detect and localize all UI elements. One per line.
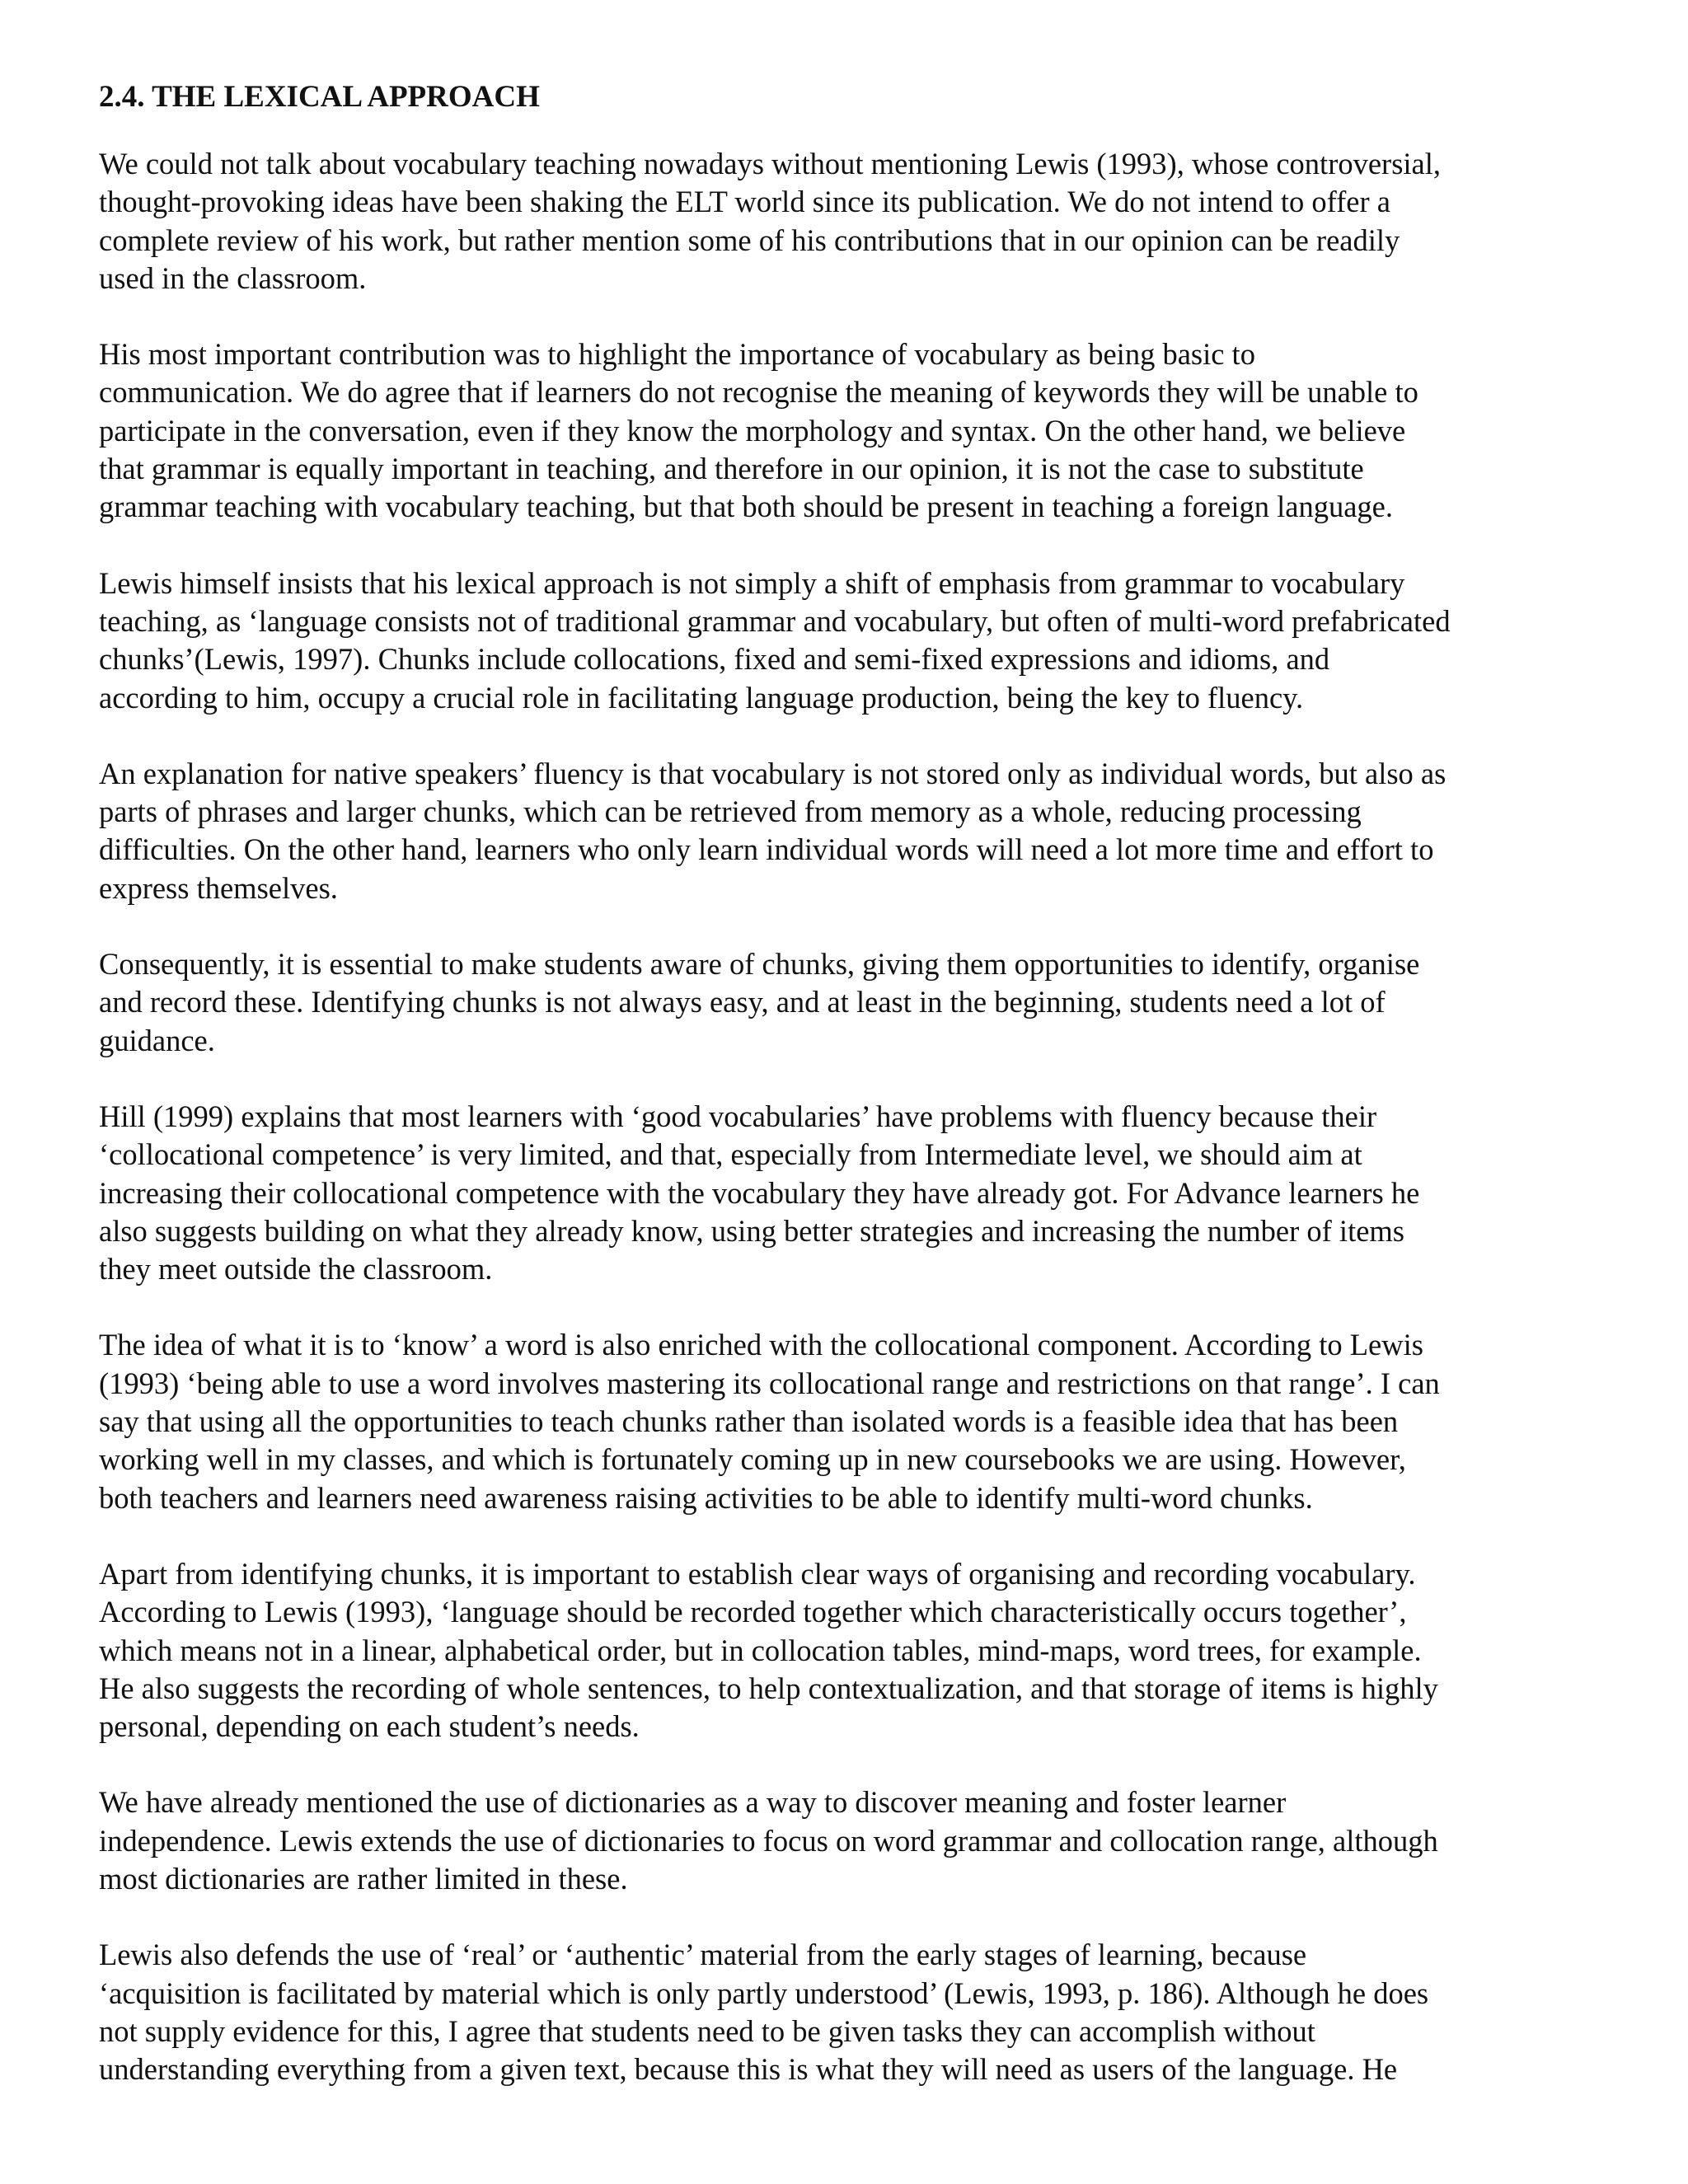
paragraph-line: participate in the conversation, even if they know the morphology and syntax. On the other hand, we believe bbox=[99, 413, 1406, 448]
paragraph-8 bbox=[99, 1555, 1632, 1746]
paragraph-line: Hill (1999) explains that most learners with ‘good vocabularies’ have problems with fluency because their bbox=[99, 1099, 1377, 1133]
document-page bbox=[99, 73, 1632, 2126]
paragraph-line: guidance. bbox=[99, 1023, 215, 1057]
paragraph-line: We have already mentioned the use of dictionaries as a way to discover meaning and foster learner bbox=[99, 1785, 1287, 1820]
paragraph-10 bbox=[99, 1936, 1632, 2088]
paragraph-line: independence. Lewis extends the use of dictionaries to focus on word grammar and collocation range, although bbox=[99, 1823, 1438, 1858]
paragraph-line: thought-provoking ideas have been shaking the ELT world since its publication. We do not intend to offer a bbox=[99, 185, 1390, 219]
paragraph-line: He also suggests the recording of whole sentences, to help contextualization, and that storage of items is highly bbox=[99, 1671, 1438, 1705]
paragraph-line: parts of phrases and larger chunks, which can be retrieved from memory as a whole, reducing processing bbox=[99, 794, 1362, 829]
paragraph-9 bbox=[99, 1783, 1632, 1898]
paragraph-1 bbox=[99, 145, 1632, 298]
paragraph-line: teaching, as ‘language consists not of traditional grammar and vocabulary, but often of multi-word prefabricated bbox=[99, 603, 1451, 638]
paragraph-line: increasing their collocational competence with the vocabulary they have already got. For Advance learners he bbox=[99, 1175, 1420, 1210]
paragraph-line: and record these. Identifying chunks is not always easy, and at least in the beginning, students need a lot of bbox=[99, 985, 1386, 1019]
paragraph-3 bbox=[99, 565, 1632, 717]
paragraph-line: Consequently, it is essential to make students aware of chunks, giving them opportunities to identify, organise bbox=[99, 947, 1420, 982]
paragraph-line: chunks’(Lewis, 1997). Chunks include collocations, fixed and semi-fixed expressions and idioms, and bbox=[99, 642, 1330, 677]
paragraph-line: difficulties. On the other hand, learners who only learn individual words will need a lot more time and effort to bbox=[99, 832, 1434, 867]
paragraph-line: The idea of what it is to ‘know’ a word is also enriched with the collocational component. According to Lewis bbox=[99, 1328, 1423, 1362]
paragraph-line: according to him, occupy a crucial role in facilitating language production, being the key to fluency. bbox=[99, 680, 1304, 715]
paragraph-line: An explanation for native speakers’ fluency is that vocabulary is not stored only as individual words, but also as bbox=[99, 756, 1447, 790]
paragraph-line: say that using all the opportunities to teach chunks rather than isolated words is a feasible idea that has been bbox=[99, 1404, 1399, 1439]
paragraph-line: they meet outside the classroom. bbox=[99, 1252, 493, 1286]
paragraph-4 bbox=[99, 755, 1632, 907]
paragraph-line: communication. We do agree that if learners do not recognise the meaning of keywords they will be unable to bbox=[99, 375, 1418, 410]
paragraph-2 bbox=[99, 335, 1632, 526]
paragraph-line: personal, depending on each student’s needs. bbox=[99, 1709, 640, 1744]
paragraph-line: According to Lewis (1993), ‘language should be recorded together which characteristically occurs together’, bbox=[99, 1595, 1407, 1629]
paragraph-line: Lewis also defends the use of ‘real’ or ‘authentic’ material from the early stages of learning, because bbox=[99, 1938, 1307, 1972]
paragraph-5 bbox=[99, 945, 1632, 1060]
paragraph-line: We could not talk about vocabulary teaching nowadays without mentioning Lewis (1993), whose controversial, bbox=[99, 147, 1442, 180]
paragraph-line: which means not in a linear, alphabetical order, but in collocation tables, mind-maps, word trees, for example. bbox=[99, 1633, 1422, 1667]
paragraph-line: Lewis himself insists that his lexical approach is not simply a shift of emphasis from grammar to vocabulary bbox=[99, 565, 1405, 600]
paragraph-6 bbox=[99, 1098, 1632, 1288]
paragraph-line: used in the classroom. bbox=[99, 260, 367, 295]
paragraph-line: understanding everything from a given text, because this is what they will need as users of the language. He bbox=[99, 2052, 1398, 2087]
paragraph-line: His most important contribution was to highlight the importance of vocabulary as being basic to bbox=[99, 337, 1255, 372]
section-heading: 2.4. THE LEXICAL APPROACH bbox=[99, 80, 540, 114]
paragraph-line: (1993) ‘being able to use a word involves mastering its collocational range and restrictions on that range’. I can bbox=[99, 1366, 1440, 1400]
paragraph-line: both teachers and learners need awareness raising activities to be able to identify multi-word chunks. bbox=[99, 1480, 1313, 1515]
paragraph-line: that grammar is equally important in teaching, and therefore in our opinion, it is not the case to substitute bbox=[99, 452, 1364, 486]
paragraph-line: grammar teaching with vocabulary teaching, but that both should be present in teaching a foreign language. bbox=[99, 490, 1393, 524]
paragraph-line: Apart from identifying chunks, it is important to establish clear ways of organising and recording vocabulary. bbox=[99, 1556, 1416, 1591]
paragraph-line: ‘acquisition is facilitated by material which is only partly understood’ (Lewis, 1993, p. 186). Although he does bbox=[99, 1975, 1429, 2010]
paragraph-line: most dictionaries are rather limited in these. bbox=[99, 1861, 628, 1896]
paragraph-line: ‘collocational competence’ is very limited, and that, especially from Intermediate level, we should aim at bbox=[99, 1137, 1362, 1172]
paragraph-line: working well in my classes, and which is fortunately coming up in new coursebooks we are using. However, bbox=[99, 1442, 1406, 1477]
paragraph-line: express themselves. bbox=[99, 870, 338, 905]
paragraph-line: not supply evidence for this, I agree that students need to be given tasks they can accomplish without bbox=[99, 2013, 1315, 2048]
paragraph-7 bbox=[99, 1326, 1632, 1516]
paragraph-line: complete review of his work, but rather mention some of his contributions that in our opinion can be readily bbox=[99, 223, 1400, 257]
paragraph-line: also suggests building on what they already know, using better strategies and increasing the number of items bbox=[99, 1213, 1405, 1248]
